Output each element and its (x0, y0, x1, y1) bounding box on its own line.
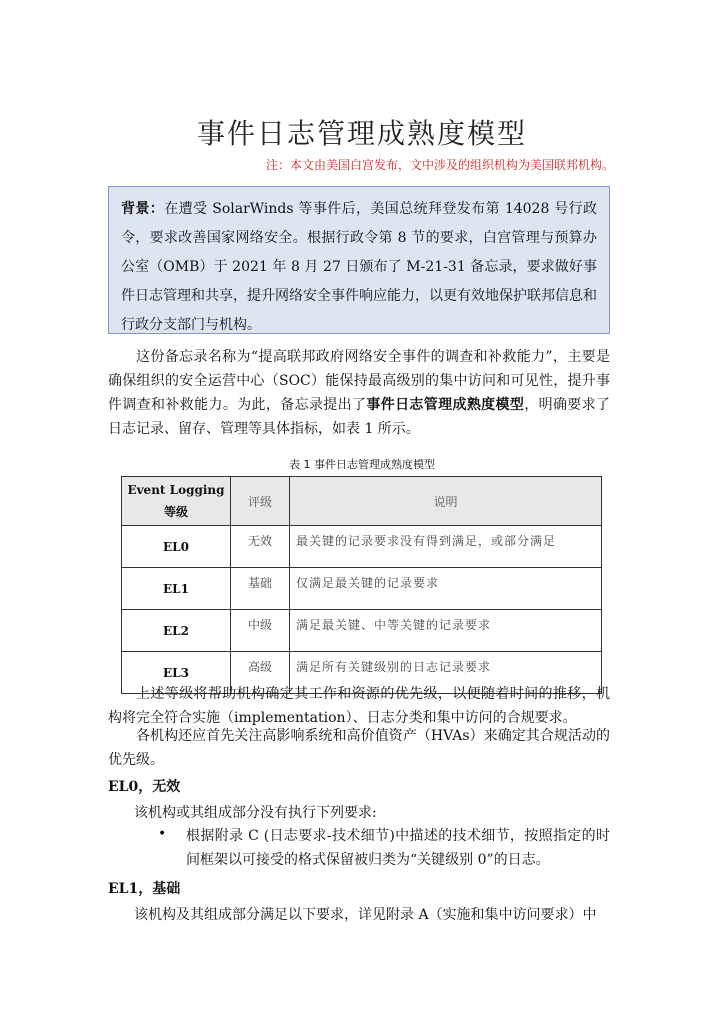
row-description: 仅满足最关键的记录要求 (290, 568, 602, 610)
row-rating: 基础 (231, 568, 290, 610)
row-level: EL2 (122, 610, 231, 652)
row-description: 满足所有关键级别的日志记录要求 (290, 652, 602, 694)
bullet-icon: • (158, 826, 167, 842)
table-row (122, 526, 602, 568)
hva-paragraph: 各机构还应首先关注高影响系统和高价值资产（HVAs）来确定其合规活动的优先级。 (108, 728, 610, 768)
intro-text-1: 这份备忘录名称为“提高联邦政府网络安全事件的调查和补救能力”，主要是确保组织的安全运营中心（SOC）能保持最高级别的集中访问和可见性，提升事件调查和补救能力。为此，备忘录提出了 (108, 349, 610, 413)
table-row (122, 610, 602, 652)
el0-intro: 该机构或其组成部分没有执行下列要求: (134, 805, 377, 821)
table-header-row (122, 477, 602, 526)
el0-heading: EL0，无效 (108, 779, 181, 795)
header-rating: 评级 (231, 477, 290, 526)
table-caption: 表 1 事件日志管理成熟度模型 (289, 458, 435, 471)
background-box (108, 186, 610, 334)
row-rating: 中级 (231, 610, 290, 652)
row-rating: 高级 (231, 652, 290, 694)
row-description: 最关键的记录要求没有得到满足，或部分满足 (290, 526, 602, 568)
row-level: EL1 (122, 568, 231, 610)
el0-bullet-text: 根据附录 C (日志要求-技术细节)中描述的技术细节，按照指定的时间框架以可接受的格式保留被归类为“关键级别 0”的日志。 (186, 828, 610, 868)
row-level: EL0 (122, 526, 231, 568)
maturity-table (121, 476, 602, 694)
source-note: 注：本文由美国白宫发布，文中涉及的组织机构为美国联邦机构。 (265, 158, 614, 172)
document-title: 事件日志管理成熟度模型 (196, 117, 527, 150)
intro-bold-term: 事件日志管理成熟度模型 (366, 397, 525, 413)
el1-intro: 该机构及其组成部分满足以下要求，详见附录 A（实施和集中访问要求）中 (134, 907, 597, 923)
background-text: 在遭受 SolarWinds 等事件后，美国总统拜登发布第 14028 号行政令，要求改善国家网络安全。根据行政令第 8 节的要求，白宫管理与预算办公室（OMB）于 2021 年 8 月 27 日颁布了 M-21-31 备忘录，要求做好事件日志管理和共享，提升网络安全事件响应能力，以更有效地保护联邦信息和行政分支部门与机构。 (121, 201, 598, 333)
intro-text-2: ，明确要求了日志记录、留存、管理等具体指标，如表 1 所示。 (108, 397, 611, 437)
row-description: 满足最关键、中等关键的记录要求 (290, 610, 602, 652)
row-rating: 无效 (231, 526, 290, 568)
background-label: 背景： (121, 201, 165, 217)
header-level: Event Logging 等级 (122, 477, 231, 526)
intro-paragraph (108, 345, 610, 441)
header-description: 说明 (290, 477, 602, 526)
table-row (122, 568, 602, 610)
el1-heading: EL1，基础 (108, 881, 181, 897)
row-level: EL3 (122, 652, 231, 694)
priority-paragraph: 上述等级将帮助机构确定其工作和资源的优先级，以便随着时间的推移，机构将完全符合实施（implementation）、日志分类和集中访问的合规要求。 (108, 686, 610, 726)
